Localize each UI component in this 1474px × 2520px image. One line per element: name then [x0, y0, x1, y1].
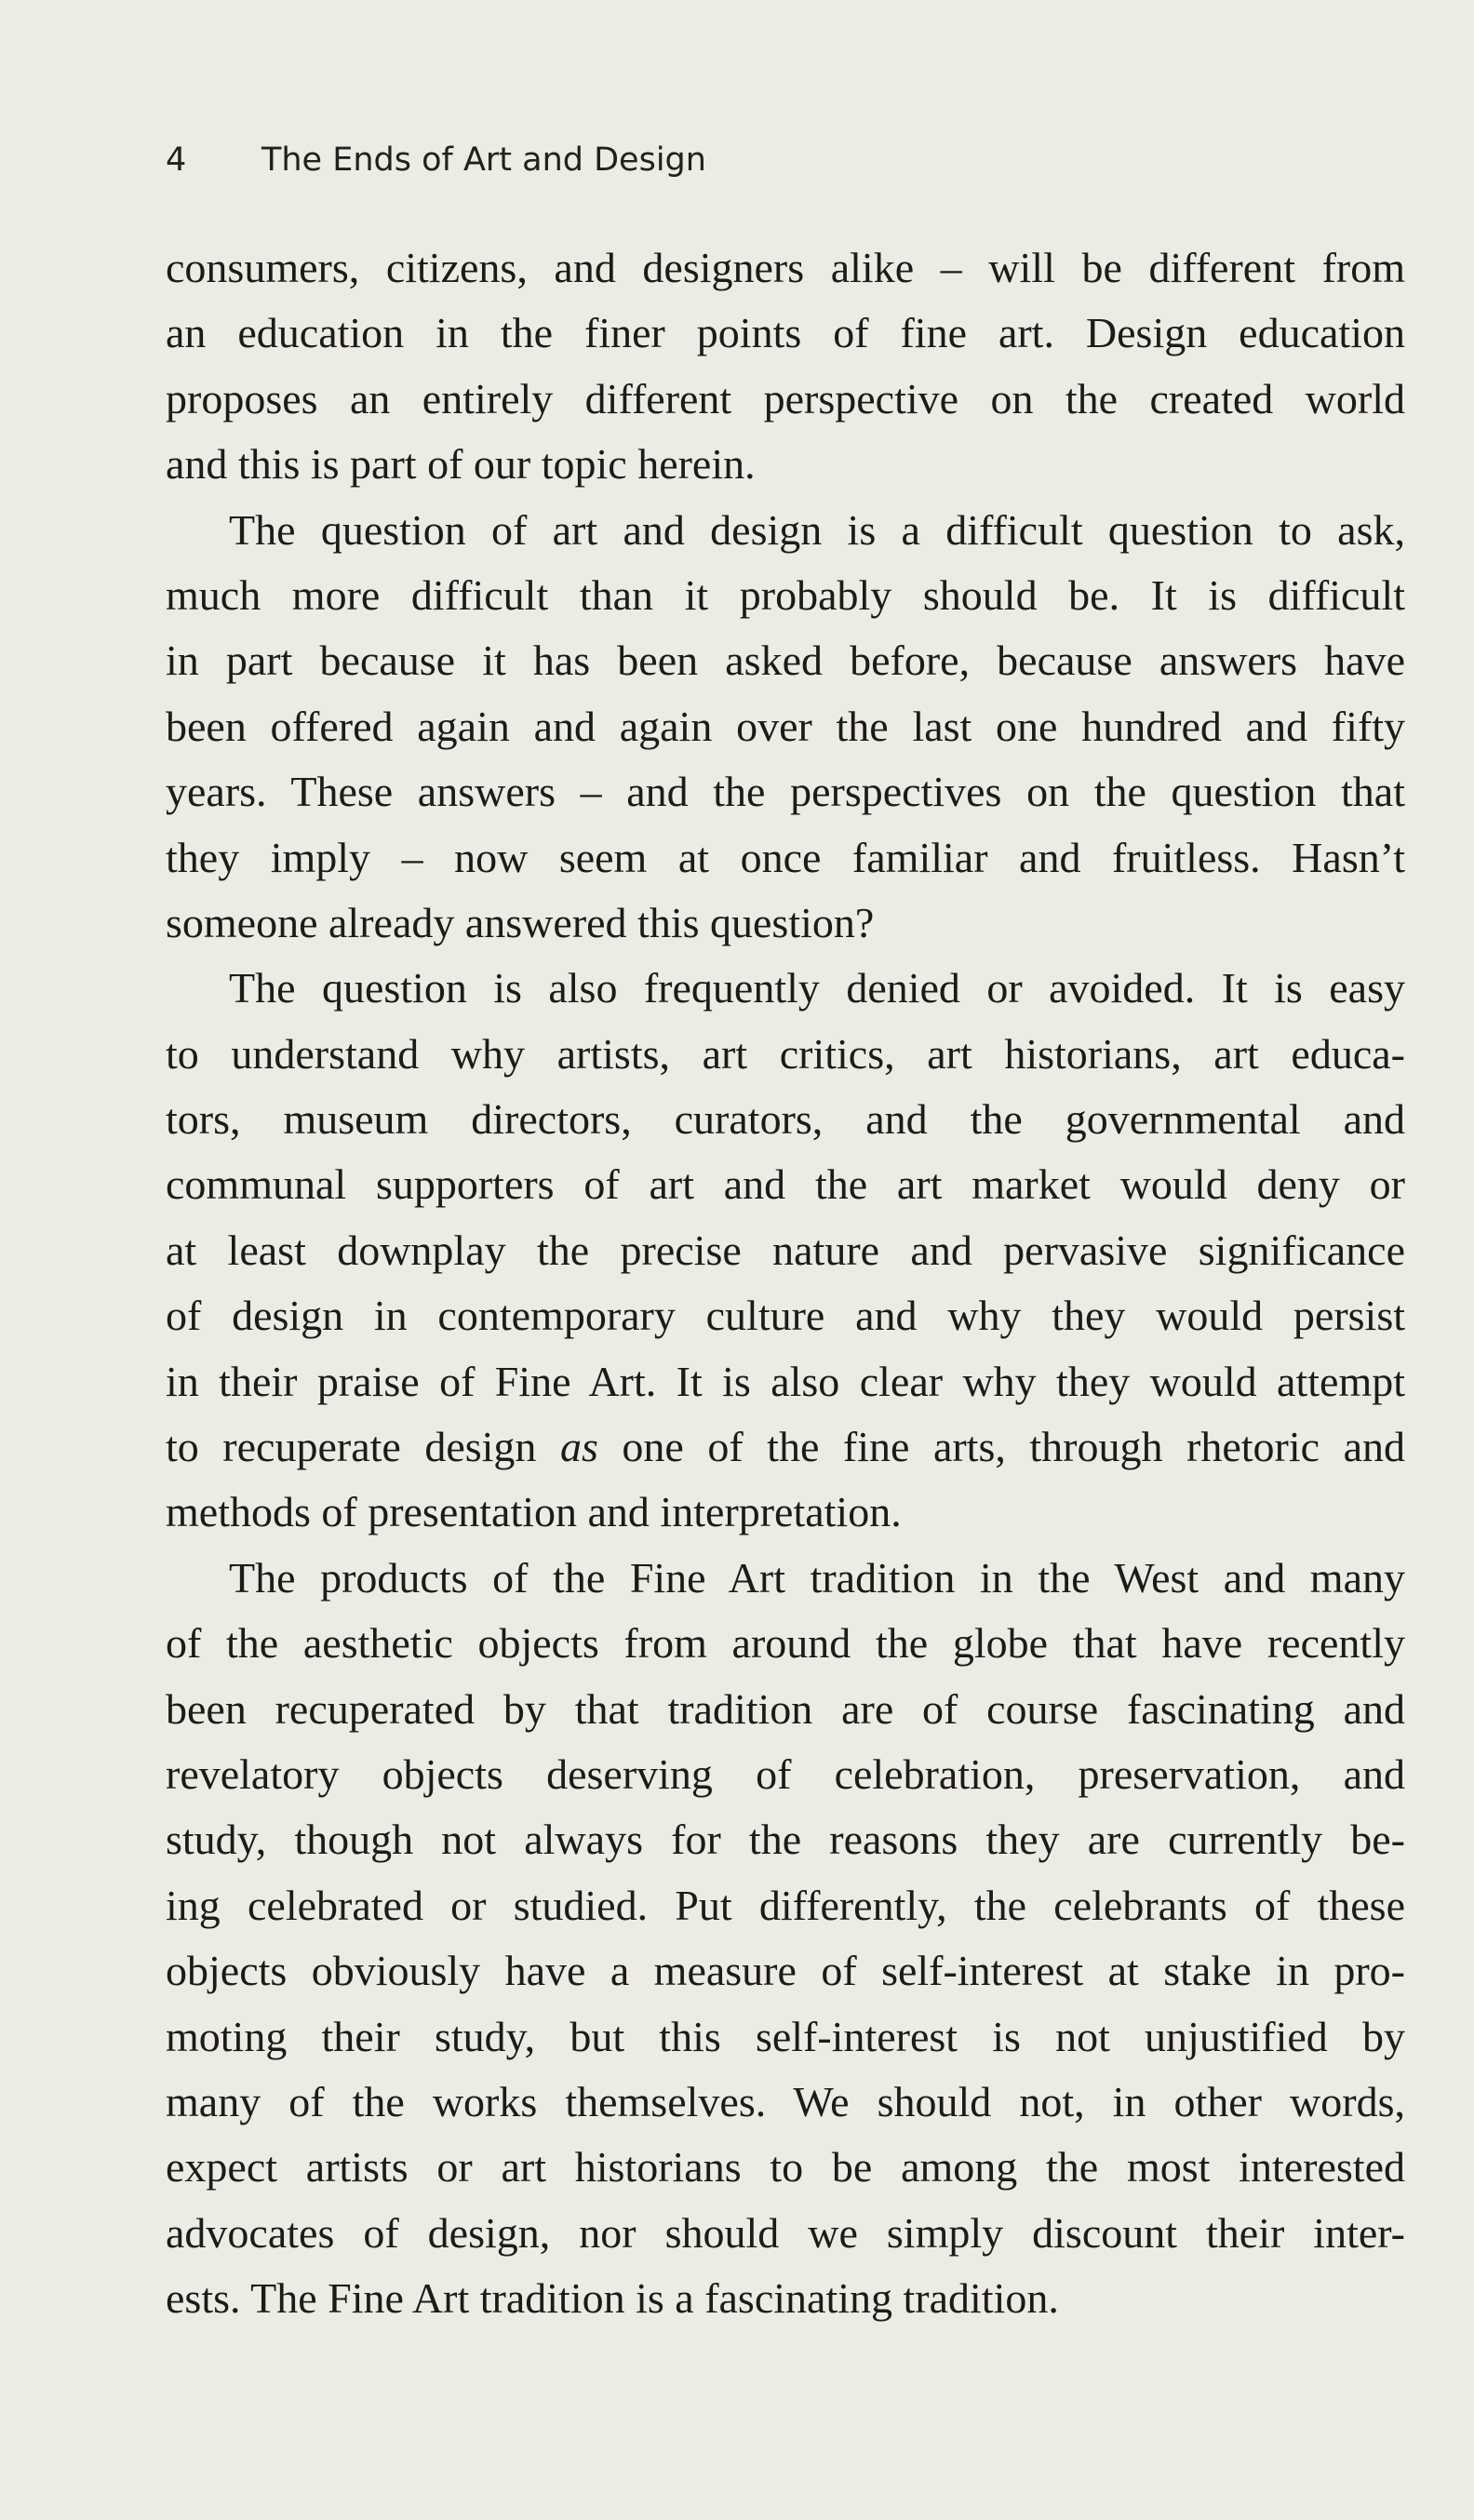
body-text	[166, 235, 1405, 2332]
text-line: The question of art and design is a difficult question to ask,	[229, 505, 1405, 554]
text-line: to understand why artists, art critics, art historians, art educa-	[166, 1029, 1405, 1078]
text-line-with-italic: to recuperate design as one of the fine arts, through rhetoric and	[166, 1423, 1405, 1471]
text-line: The products of the Fine Art tradition in the West and many	[229, 1553, 1405, 1602]
text-line: study, though not always for the reasons they are currently be-	[166, 1816, 1405, 1864]
text-line: proposes an entirely different perspective on the created world	[166, 374, 1405, 422]
text-line: tors, museum directors, curators, and the governmental and	[166, 1095, 1405, 1144]
text-line: in part because it has been asked before, because answers have	[166, 637, 1405, 685]
text-line: years. These answers – and the perspectives on the question that	[166, 768, 1405, 816]
paragraph-3	[166, 956, 1405, 1546]
text-line: at least downplay the precise nature and pervasive significance	[166, 1226, 1405, 1274]
text-line: The question is also frequently denied or avoided. It is easy	[229, 964, 1405, 1012]
running-title: The Ends of Art and Design	[261, 141, 706, 179]
text-line: expect artists or art historians to be among the most interested	[166, 2143, 1405, 2192]
text-line: of the aesthetic objects from around the globe that have recently	[166, 1619, 1405, 1668]
text-line: ests. The Fine Art tradition is a fascinating tradition.	[166, 2274, 1059, 2323]
text-line: someone already answered this question?	[166, 898, 875, 946]
page-number: 4	[166, 141, 187, 179]
text-line: revelatory objects deserving of celebration, preservation, and	[166, 1749, 1405, 1798]
text-line: objects obviously have a measure of self-interest at stake in pro-	[166, 1947, 1405, 1995]
text-line: ing celebrated or studied. Put differently, the celebrants of these	[166, 1881, 1405, 1929]
text-line: methods of presentation and interpretation.	[166, 1488, 902, 1536]
text-line: moting their study, but this self-interest is not unjustified by	[166, 2012, 1405, 2060]
running-head	[166, 141, 706, 188]
text-line: consumers, citizens, and designers alike – will be different from	[166, 244, 1405, 291]
text-line: of design in contemporary culture and why they would persist	[166, 1292, 1405, 1340]
paragraph-1	[166, 235, 1405, 498]
text-line: advocates of design, nor should we simply discount their inter-	[166, 2208, 1405, 2257]
text-line: been offered again and again over the last one hundred and fifty	[166, 702, 1405, 750]
text-line: an education in the finer points of fine art. Design education	[166, 309, 1405, 357]
text-line: much more difficult than it probably should be. It is difficult	[166, 570, 1405, 619]
text-line: they imply – now seem at once familiar and fruitless. Hasn’t	[166, 833, 1405, 881]
text-line: many of the works themselves. We should not, in other words,	[166, 2077, 1405, 2125]
paragraph-4	[166, 1546, 1405, 2332]
text-line: been recuperated by that tradition are of course fascinating and	[166, 1684, 1405, 1733]
text-line: communal supporters of art and the art market would deny or	[166, 1160, 1405, 1209]
text-line: and this is part of our topic herein.	[166, 440, 756, 489]
text-line: in their praise of Fine Art. It is also clear why they would attempt	[166, 1357, 1405, 1405]
paragraph-2	[166, 498, 1405, 957]
